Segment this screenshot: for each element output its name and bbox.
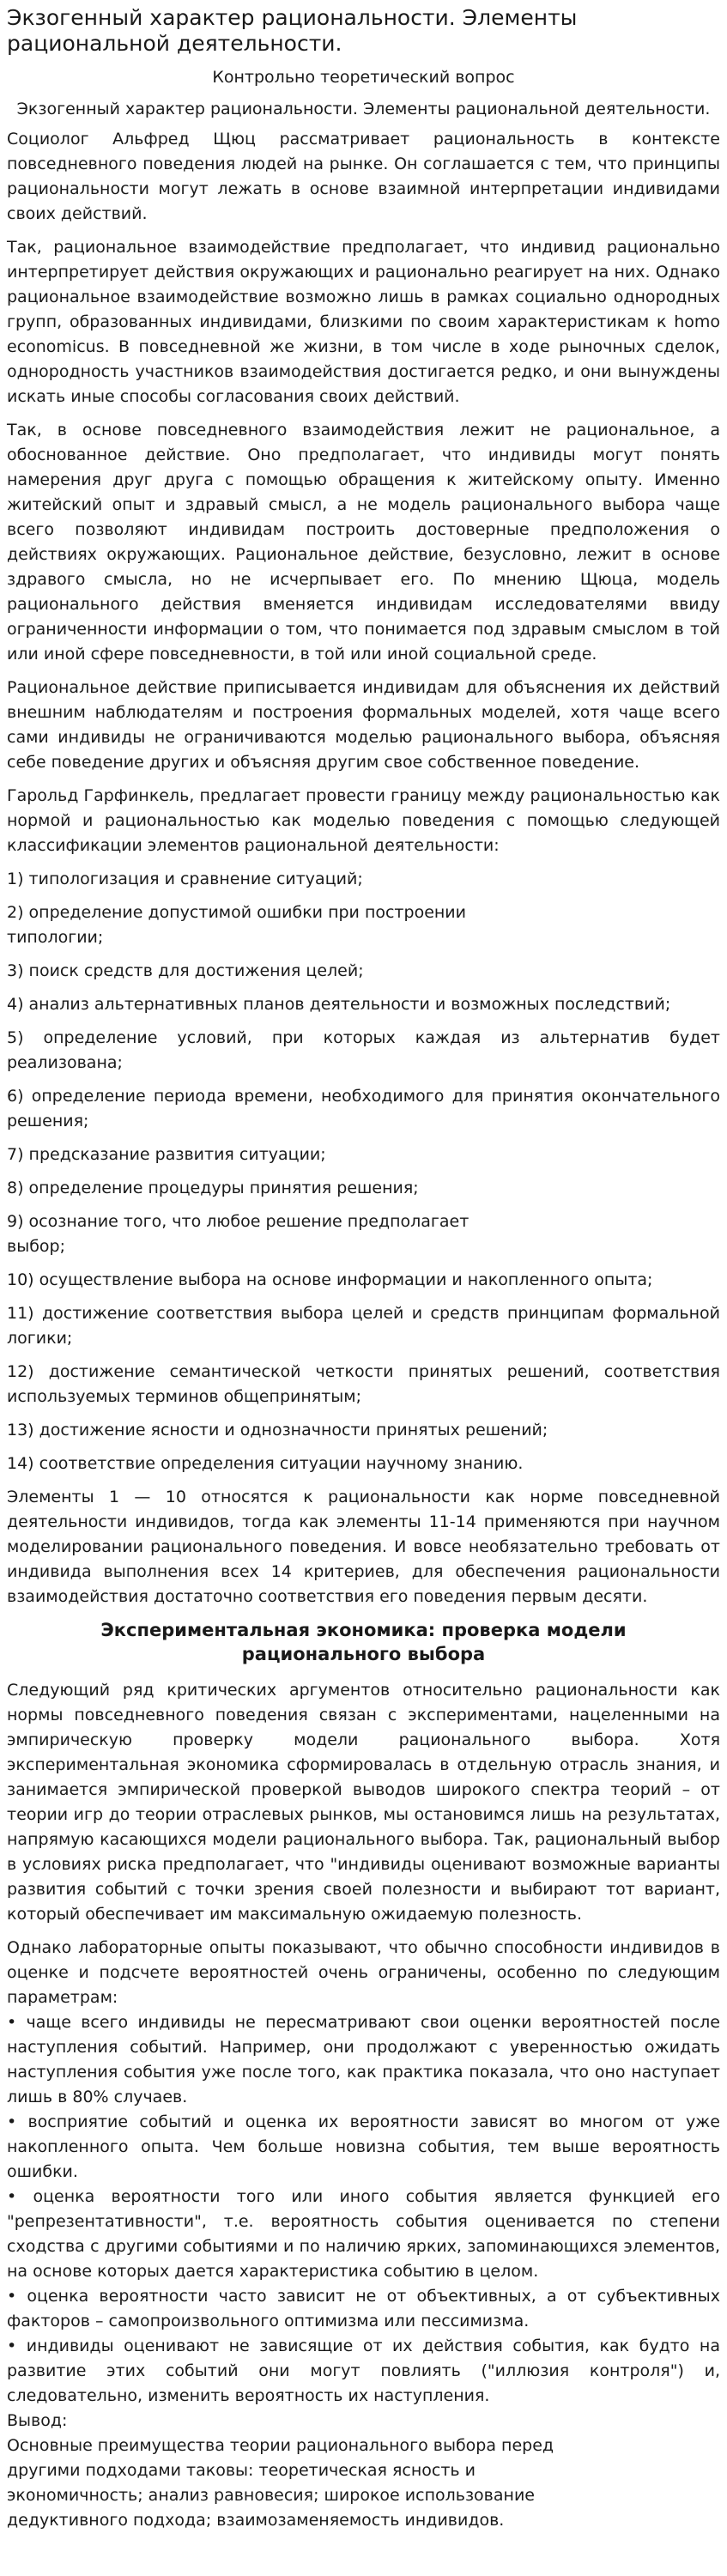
list-item: 2) определение допустимой ошибки при построении типологии; (7, 903, 466, 947)
document-heading: Экзогенный характер рациональности. Элементы рациональной деятельности. (16, 100, 711, 118)
page-title: Экзогенный характер рациональности. Элементы рациональной деятельности. (7, 5, 578, 56)
conclusion-line: Основные преимущества теории рационального выбора перед (7, 2436, 554, 2455)
conclusion-line: дедуктивного подхода; взаимозаменяемость индивидов. (7, 2511, 505, 2530)
list-item: 10) осуществление выбора на основе информации и накопленного опыта; (7, 1270, 653, 1289)
paragraph: Следующий ряд критических аргументов относительно рациональности как нормы повседневного поведения связан с экспериментами, нацеленными на эмпирическую проверку модели рационального выбора. Хотя экспериментальная экономика сформировалась в отдельную отрасль знания, и занимается эмпирической проверкой выводов широкого спектра теорий – от теории игр до теории отраслевых рынков, мы остановимся лишь на результатах, напрямую касающихся модели рационального выбора. Так, рациональный выбор в условиях риска предполагает, что "индивиды оценивают возможные варианты развития событий с точки зрения своей полезности и выбирают тот вариант, который обеспечивает им максимальную ожидаемую полезность. (7, 1681, 720, 1924)
list-item: 13) достижение ясности и однозначности принятых решений; (7, 1421, 548, 1440)
paragraph: Социолог Альфред Щюц рассматривает рациональность в контексте повседневного поведения людей на рынке. Он соглашается с тем, что принципы рациональности могут лежать в основе взаимной интерпретации индивидами своих действий. (7, 130, 720, 223)
list-item: 3) поиск средств для достижения целей; (7, 961, 364, 980)
bullet-item: • индивиды оценивают не зависящие от их действия события, как будто на развитие этих событий они могут повлиять ("иллюзия контроля") и, следовательно, изменить вероятность их наступления. (7, 2337, 720, 2405)
section-title: Экспериментальная экономика: проверка модели рационального выбора (100, 1620, 627, 1664)
list-item: 4) анализ альтернативных планов деятельности и возможных последствий; (7, 995, 671, 1014)
list-item: 5) определение условий, при которых каждая из альтернатив будет реализована; (7, 1028, 720, 1072)
bullet-item: • оценка вероятности часто зависит не от объективных, а от субъективных факторов – самопроизвольного оптимизма или пессимизма. (7, 2287, 720, 2331)
bullet-item: • оценка вероятности того или иного события является функцией его "репрезентативности", т.е. вероятность события оценивается по степени сходства с другими событиями и по наличию ярких, запоминающихся элементов, на основе которых дается характеристика событию в целом. (7, 2187, 720, 2281)
bullet-item: • восприятие событий и оценка их вероятности зависят во многом от уже накопленного опыта. Чем больше новизна события, тем выше вероятность ошибки. (7, 2112, 720, 2181)
subtitle: Контрольно теоретический вопрос (212, 68, 515, 87)
paragraph: Так, рациональное взаимодействие предполагает, что индивид рационально интерпретирует действия окружающих и рационально реагирует на них. Однако рациональное взаимодействие возможно лишь в рамках социально однородных групп, образованных индивидами, близкими по своим характеристикам к homo economicus. В повседневной же жизни, в том числе в ходе рыночных сделок, однородность участников взаимодействия достигается редко, и они вынуждены искать иные способы согласования своих действий. (7, 238, 720, 406)
list-item: 11) достижение соответствия выбора целей и средств принципам формальной логики; (7, 1304, 720, 1348)
intro-section (7, 127, 720, 858)
conclusion-label: Вывод: (7, 2411, 68, 2430)
list-item: 9) осознание того, что любое решение предполагает выбор; (7, 1212, 470, 1256)
list-item: 6) определение периода времени, необходимого для принятия окончательного решения; (7, 1087, 720, 1130)
elements-list (7, 867, 720, 1476)
conclusion-block (7, 2409, 720, 2533)
conclusion-line: экономичность; анализ равновесия; широкое использование (7, 2486, 535, 2505)
paragraph: Рациональное действие приписывается индивидам для объяснения их действий внешним наблюдателям и построения формальных моделей, хотя чаще всего сами индивиды не ограничиваются моделью рационального выбора, объясняя себе поведение других и объясняя другим свое собственное поведение. (7, 678, 720, 772)
paragraph: Однако лабораторные опыты показывают, что обычно способности индивидов в оценке и подсчете вероятностей очень ограничены, особенно по следующим параметрам: (7, 1938, 720, 2007)
list-item: 14) соответствие определения ситуации научному знанию. (7, 1454, 524, 1473)
bullet-list (7, 2010, 720, 2409)
experimental-section (7, 1678, 720, 2533)
bullet-item: • чаще всего индивиды не пересматривают свои оценки вероятностей после наступления событий. Например, они продолжают с уверенностью ожидать наступления события уже после того, как практика показала, что оно наступает лишь в 80% случаев. (7, 2013, 720, 2106)
list-item: 8) определение процедуры принятия решения; (7, 1179, 419, 1197)
list-item: 7) предсказание развития ситуации; (7, 1145, 326, 1164)
elements-conclusion: Элементы 1 — 10 относятся к рациональности как норме повседневной деятельности индивидов, тогда как элементы 11-14 применяются при научном моделировании рационального поведения. И вовсе необязательно требовать от индивида выполнения всех 14 критериев, для обеспечения рациональности взаимодействия достаточно соответствия его поведения первым десяти. (7, 1488, 720, 1606)
conclusion-line: другими подходами таковы: теоретическая ясность и (7, 2461, 476, 2480)
paragraph: Так, в основе повседневного взаимодействия лежит не рациональное, а обоснованное действие. Оно предполагает, что индивиды могут понять намерения друг друга с помощью обращения к житейскому опыту. Именно житейский опыт и здравый смысл, а не модель рационального выбора чаще всего позволяют индивидам построить достоверные предположения о действиях окружающих. Рациональное действие, безусловно, лежит в основе здравого смысла, но не исчерпывает его. По мнению Щюца, модель рационального действия вменяется индивидам исследователями ввиду ограниченности информации о том, что понимается под здравым смыслом в той или иной сфере повседневности, в той или иной социальной среде. (7, 421, 720, 664)
paragraph: Гарольд Гарфинкель, предлагает провести границу между рациональностью как нормой и рациональностью как моделью поведения с помощью следующей классификации элементов рациональной деятельности: (7, 786, 720, 855)
list-item: 12) достижение семантической четкости принятых решений, соответствия используемых терминов общепринятым; (7, 1362, 720, 1406)
list-item: 1) типологизация и сравнение ситуаций; (7, 870, 363, 888)
